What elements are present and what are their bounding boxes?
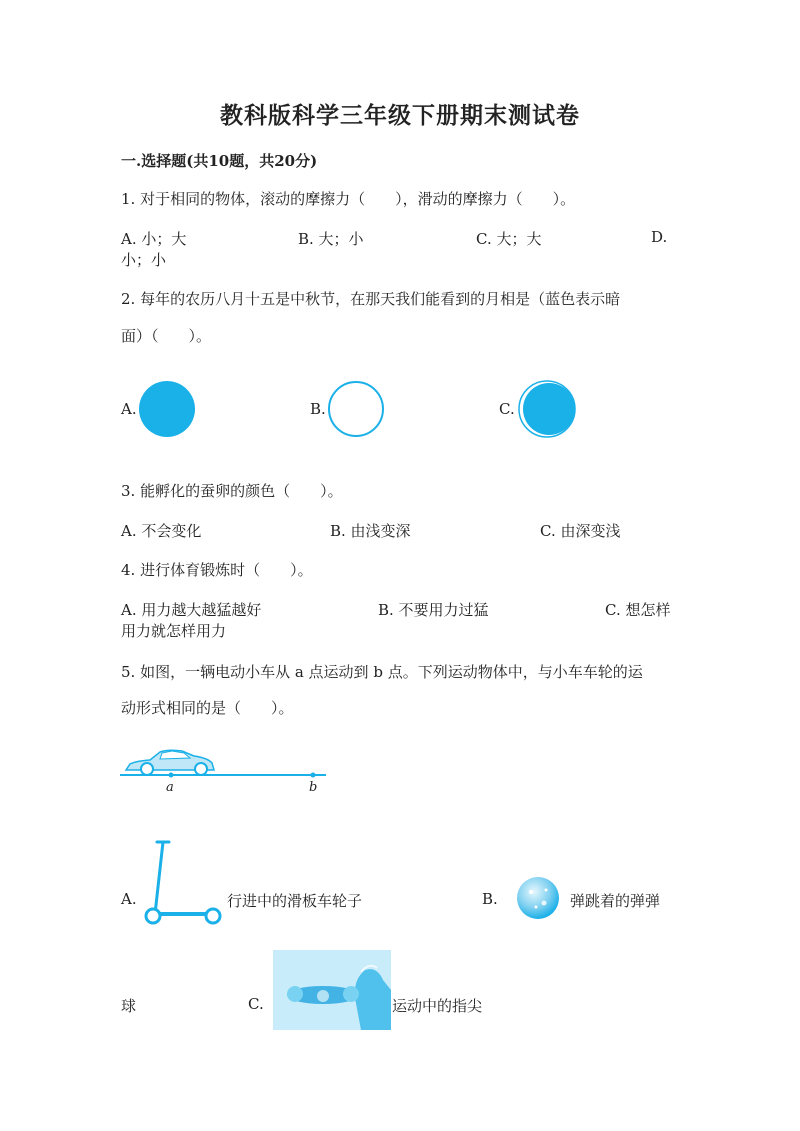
bouncy-ball-icon bbox=[516, 876, 562, 922]
q2-option-c[interactable]: C. bbox=[499, 400, 515, 418]
crescent-moon-icon bbox=[516, 380, 578, 440]
q1-option-b[interactable]: B. 大；小 bbox=[298, 230, 364, 248]
q4-option-c[interactable]: C. 想怎样 bbox=[605, 601, 671, 619]
section-heading: 一.选择题(共10题，共20分) bbox=[121, 152, 318, 170]
question-3-text: 3. 能孵化的蚕卵的颜色（ ）。 bbox=[121, 482, 343, 500]
scooter-icon bbox=[143, 838, 225, 928]
q5-option-a-text: 行进中的滑板车轮子 bbox=[227, 892, 363, 910]
q5-option-b[interactable]: B. bbox=[482, 890, 498, 908]
q5-option-a[interactable]: A. bbox=[121, 890, 137, 908]
q1-option-d[interactable]: D. bbox=[651, 228, 668, 246]
point-a-label: a bbox=[166, 780, 174, 795]
q1-option-d-text: 小；小 bbox=[121, 251, 167, 269]
question-5-line-1: 5. 如图，一辆电动小车从 a 点运动到 b 点。下列运动物体中，与小车车轮的运 bbox=[121, 663, 643, 681]
full-moon-icon bbox=[327, 380, 387, 440]
q1-option-c[interactable]: C. 大；大 bbox=[476, 230, 542, 248]
q4-option-c-text: 用力就怎样用力 bbox=[121, 622, 227, 640]
point-b-marker bbox=[311, 773, 316, 778]
question-1-text: 1. 对于相同的物体，滚动的摩擦力（ ），滑动的摩擦力（ ）。 bbox=[121, 190, 576, 208]
question-2-line-2: 面）（ ）。 bbox=[121, 327, 212, 345]
q1-option-a[interactable]: A. 小；大 bbox=[121, 230, 187, 248]
q4-option-b[interactable]: B. 不要用力过猛 bbox=[378, 601, 489, 619]
q5-option-b-text-cont: 球 bbox=[121, 997, 137, 1015]
q2-option-a[interactable]: A. bbox=[121, 400, 137, 418]
q5-option-c[interactable]: C. bbox=[248, 995, 264, 1013]
page-title: 教科版科学三年级下册期末测试卷 bbox=[220, 102, 580, 129]
fingertip-spinner-photo bbox=[273, 950, 391, 1030]
q3-option-b[interactable]: B. 由浅变深 bbox=[330, 522, 411, 540]
q5-option-c-text: 运动中的指尖 bbox=[392, 997, 483, 1015]
point-a-marker bbox=[169, 773, 174, 778]
point-b-label: b bbox=[309, 780, 318, 795]
question-4-text: 4. 进行体育锻炼时（ ）。 bbox=[121, 561, 313, 579]
full-dark-moon-icon bbox=[138, 380, 198, 440]
q4-option-a[interactable]: A. 用力越大越猛越好 bbox=[121, 601, 262, 619]
q5-option-b-text: 弹跳着的弹弹 bbox=[570, 892, 661, 910]
q2-option-b[interactable]: B. bbox=[310, 400, 326, 418]
q3-option-a[interactable]: A. 不会变化 bbox=[121, 522, 202, 540]
car-track-figure bbox=[120, 748, 330, 798]
question-5-line-2: 动形式相同的是（ ）。 bbox=[121, 699, 294, 717]
q3-option-c[interactable]: C. 由深变浅 bbox=[540, 522, 621, 540]
question-2-line-1: 2. 每年的农历八月十五是中秋节，在那天我们能看到的月相是（蓝色表示暗 bbox=[121, 290, 621, 308]
